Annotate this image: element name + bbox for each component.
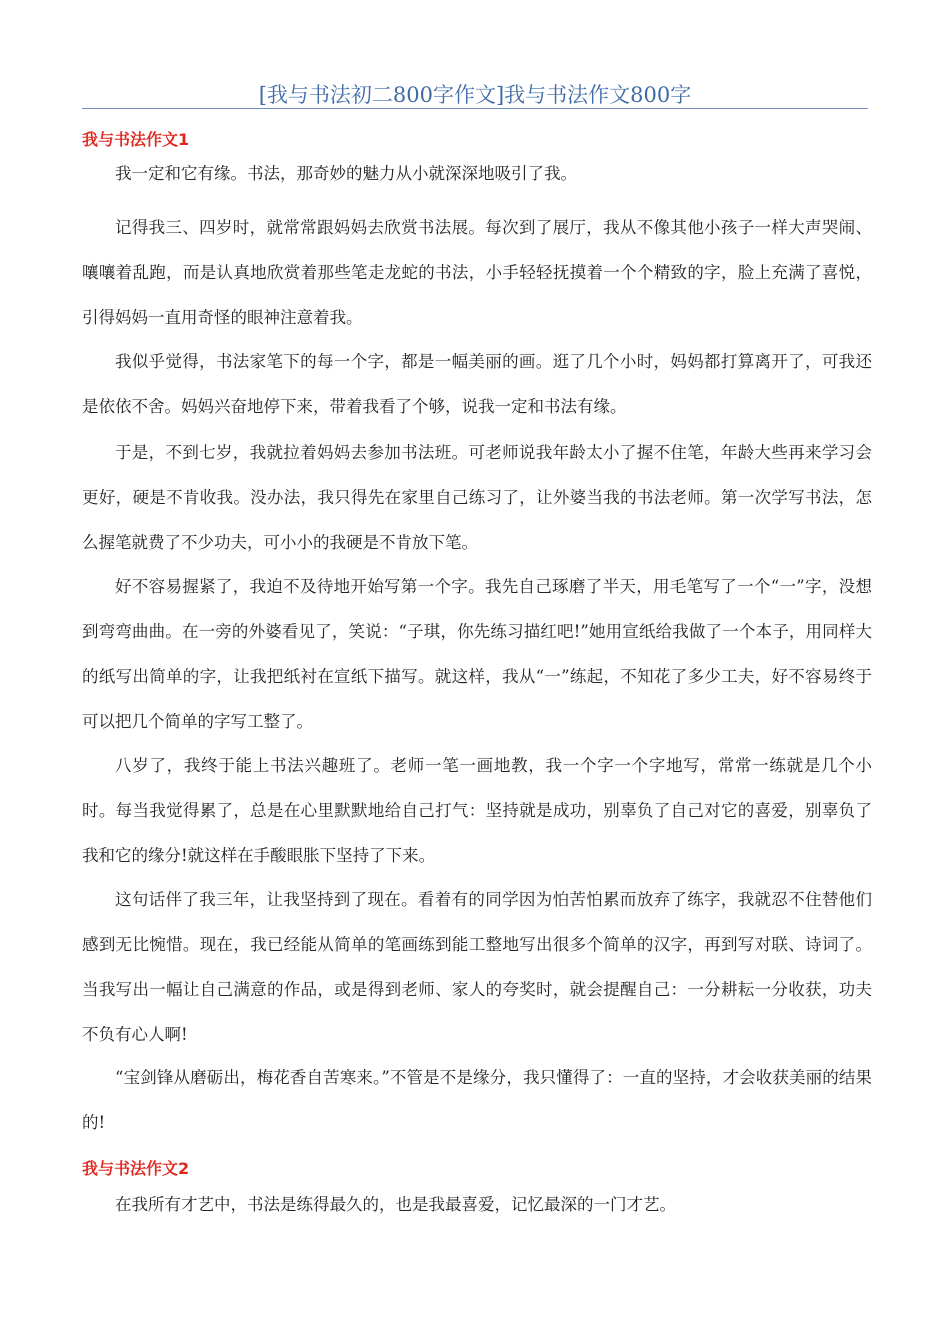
essay-2-paragraph-1: 在我所有才艺中，书法是练得最久的，也是我最喜爱，记忆最深的一门才艺。 — [115, 1195, 676, 1214]
essay-1-paragraph-6: 八岁了，我终于能上书法兴趣班了。老师一笔一画地教，我一个字一个字地写，常常一练就是几个小时。每当我觉得累了，总是在心里默默地给自己打气：坚持就是成功，别辜负了自己对它的喜爱，别辜负了我和它的缘分!就这样在手酸眼胀下坚持了下来。 — [82, 756, 872, 865]
essay-1-paragraph-1: 我一定和它有缘。书法，那奇妙的魅力从小就深深地吸引了我。 — [115, 164, 577, 183]
essay-2-heading: 我与书法作文2 — [82, 1159, 190, 1178]
essay-1-heading: 我与书法作文1 — [82, 130, 190, 149]
essay-1-paragraph-2: 记得我三、四岁时，就常常跟妈妈去欣赏书法展。每次到了展厅，我从不像其他小孩子一样大声哭闹、嚷嚷着乱跑，而是认真地欣赏着那些笔走龙蛇的书法，小手轻轻抚摸着一个个精致的字，脸上充满了喜悦，引得妈妈一直用奇怪的眼神注意着我。 — [82, 218, 872, 327]
essay-1-paragraph-4: 于是，不到七岁，我就拉着妈妈去参加书法班。可老师说我年龄太小了握不住笔，年龄大些再来学习会更好，硬是不肯收我。没办法，我只得先在家里自己练习了，让外婆当我的书法老师。第一次学写书法，怎么握笔就费了不少功夫，可小小的我硬是不肯放下笔。 — [82, 443, 872, 552]
document-title: [我与书法初二800字作文]我与书法作文800字 — [258, 83, 692, 107]
essay-1-paragraph-5: 好不容易握紧了，我迫不及待地开始写第一个字。我先自己琢磨了半天，用毛笔写了一个“一”字，没想到弯弯曲曲。在一旁的外婆看见了，笑说：“子琪，你先练习描红吧!”她用宣纸给我做了一个本子，用同样大的纸写出简单的字，让我把纸衬在宣纸下描写。就这样，我从“一”练起，不知花了多少工夫，好不容易终于可以把几个简单的字写工整了。 — [82, 577, 872, 731]
essay-1-paragraph-3: 我似乎觉得，书法家笔下的每一个字，都是一幅美丽的画。逛了几个小时，妈妈都打算离开了，可我还是依依不舍。妈妈兴奋地停下来，带着我看了个够，说我一定和书法有缘。 — [82, 352, 872, 416]
title-underline — [82, 108, 868, 109]
essay-1-paragraph-8: “宝剑锋从磨砺出，梅花香自苦寒来。”不管是不是缘分，我只懂得了：一直的坚持，才会收获美丽的结果的! — [82, 1068, 872, 1132]
essay-1-paragraph-7: 这句话伴了我三年，让我坚持到了现在。看着有的同学因为怕苦怕累而放弃了练字，我就忍不住替他们感到无比惋惜。现在，我已经能从简单的笔画练到能工整地写出很多个简单的汉字，再到写对联、诗词了。当我写出一幅让自己满意的作品，或是得到老师、家人的夸奖时，就会提醒自己：一分耕耘一分收获，功夫不负有心人啊! — [82, 890, 872, 1044]
